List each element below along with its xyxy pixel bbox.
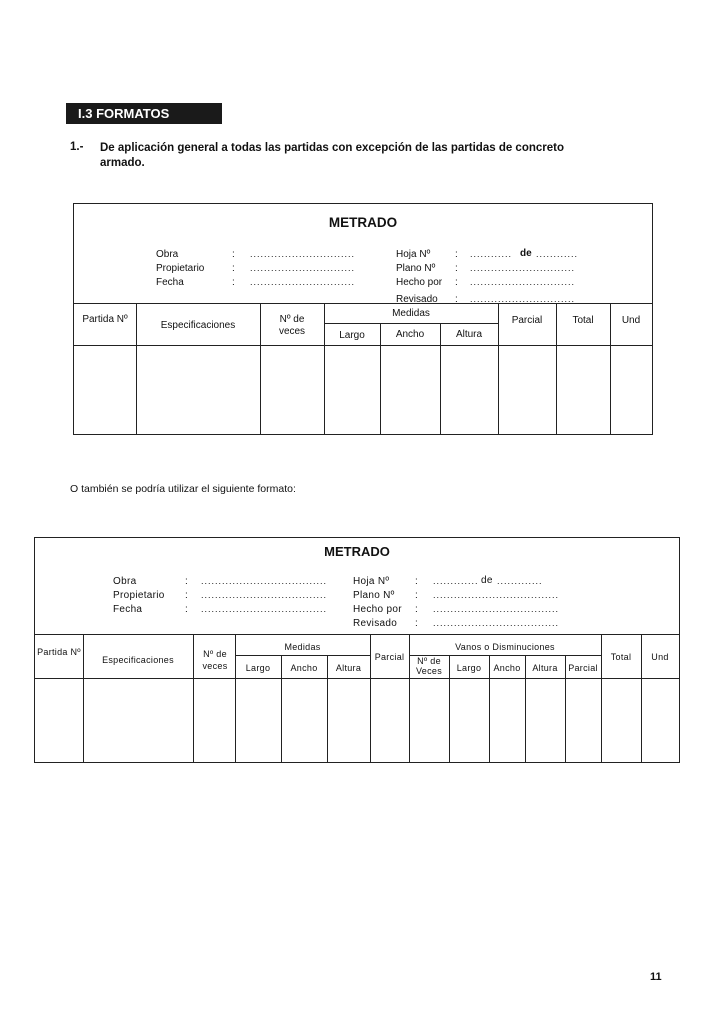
form1-header-especificaciones: Especificaciones	[160, 320, 236, 331]
form2-colon: :	[185, 604, 188, 615]
form1-hecho-blank: ..............................	[470, 277, 576, 287]
form2-hecho-blank: ....................................	[433, 604, 560, 614]
form1-header-altura: Altura	[455, 329, 483, 340]
form1-propietario-blank: ..............................	[250, 263, 356, 273]
form2-header-vanos-veces: Nº de Veces	[415, 656, 443, 676]
form1-fecha-blank: ..............................	[250, 277, 356, 287]
form1-colon: :	[232, 249, 235, 260]
form1-fecha-label: Fecha	[156, 277, 184, 288]
form1-col-line	[324, 303, 325, 434]
form2-header-partida: Partida Nº	[37, 647, 81, 657]
form1-table-top-line	[74, 303, 652, 304]
form1-revisado-blank: ..............................	[470, 294, 576, 304]
form2-header-especificaciones: Especificaciones	[102, 655, 174, 665]
form1-revisado-label: Revisado	[396, 294, 438, 305]
form1-col-line	[260, 303, 261, 434]
form2-propietario-blank: ....................................	[201, 590, 328, 600]
form1-de-blank: ............	[536, 249, 579, 259]
form2-col-line	[409, 634, 410, 762]
form2-de-label: de	[481, 575, 493, 586]
form2-header-vanos-altura: Altura	[532, 663, 558, 673]
form2-colon: :	[415, 618, 418, 629]
form2-table-top-line	[35, 634, 679, 635]
section-banner: I.3 FORMATOS	[66, 103, 222, 124]
form2-header-vanos-parcial: Parcial	[568, 663, 598, 673]
form2-obra-label: Obra	[113, 576, 137, 587]
form1-obra-label: Obra	[156, 249, 179, 260]
form2-header-veces: Nº de veces	[202, 649, 228, 671]
form2-header-vanos: Vanos o Disminuciones	[455, 642, 555, 652]
form2-header-largo: Largo	[245, 663, 271, 673]
form2-medidas-line	[235, 655, 370, 656]
form2-header-und: Und	[651, 652, 669, 662]
form1-colon: :	[455, 249, 458, 260]
form1-header-partida: Partida Nº	[82, 314, 128, 325]
item-number: 1.-	[70, 141, 84, 153]
form2-col-line	[235, 634, 236, 762]
form1-colon: :	[232, 263, 235, 274]
form2-header-bottom-line	[35, 678, 679, 679]
page-number: 11	[650, 971, 662, 983]
form2-colon: :	[185, 590, 188, 601]
form2-colon: :	[185, 576, 188, 587]
form2-colon: :	[415, 604, 418, 615]
form1-colon: :	[455, 263, 458, 274]
form1-hoja-label: Hoja Nº	[396, 249, 431, 260]
form2-col-line	[193, 634, 194, 762]
form2-header-vanos-ancho: Ancho	[493, 663, 521, 673]
form1-header-veces: Nº de veces	[278, 314, 306, 337]
form1-header-ancho: Ancho	[395, 329, 425, 340]
form1-header-medidas: Medidas	[392, 308, 430, 319]
form2-header-parcial: Parcial	[374, 652, 405, 662]
form1-propietario-label: Propietario	[156, 263, 205, 274]
form2-fecha-blank: ....................................	[201, 604, 328, 614]
form1-colon: :	[455, 277, 458, 288]
item-text: De aplicación general a todas las partidas con excepción de las partidas de concreto armado.	[100, 142, 564, 169]
form1-header-und: Und	[621, 315, 641, 326]
form2-obra-blank: ....................................	[201, 576, 328, 586]
form2-hoja-label: Hoja Nº	[353, 576, 390, 587]
form1-colon: :	[232, 277, 235, 288]
form1-header-largo: Largo	[339, 330, 365, 341]
form2-colon: :	[415, 576, 418, 587]
form1-plano-blank: ..............................	[470, 263, 576, 273]
form2-plano-label: Plano Nº	[353, 590, 395, 601]
form2-header-total: Total	[610, 652, 632, 662]
form2-header-medidas: Medidas	[284, 642, 321, 652]
form1-header-total: Total	[572, 315, 594, 326]
form2-propietario-label: Propietario	[113, 590, 165, 601]
metrado-form-1	[73, 203, 653, 435]
form2-header-ancho: Ancho	[290, 663, 318, 673]
form1-obra-blank: ..............................	[250, 249, 356, 259]
form1-header-parcial: Parcial	[511, 315, 543, 326]
form1-de-label: de	[520, 248, 532, 259]
metrado-form-2	[34, 537, 680, 763]
form2-header-altura: Altura	[335, 663, 362, 673]
form1-header-bottom-line	[74, 345, 652, 346]
form1-hecho-label: Hecho por	[396, 277, 443, 288]
form2-plano-blank: ....................................	[433, 590, 560, 600]
form1-title: METRADO	[328, 215, 398, 230]
form1-hoja-blank: ............	[470, 249, 513, 259]
form2-fecha-label: Fecha	[113, 604, 143, 615]
form2-header-vanos-largo: Largo	[456, 663, 482, 673]
form1-plano-label: Plano Nº	[396, 263, 436, 274]
form2-revisado-label: Revisado	[353, 618, 398, 629]
form1-colon: :	[455, 294, 458, 305]
form1-medidas-line	[324, 323, 498, 324]
alternative-format-note: O también se podría utilizar el siguiente formato:	[70, 483, 296, 495]
form2-hoja-blank: .............	[433, 576, 479, 586]
form2-revisado-blank: ....................................	[433, 618, 560, 628]
form2-title: METRADO	[324, 544, 390, 559]
form2-colon: :	[415, 590, 418, 601]
form2-de-blank: .............	[497, 576, 543, 586]
form2-hecho-label: Hecho por	[353, 604, 402, 615]
